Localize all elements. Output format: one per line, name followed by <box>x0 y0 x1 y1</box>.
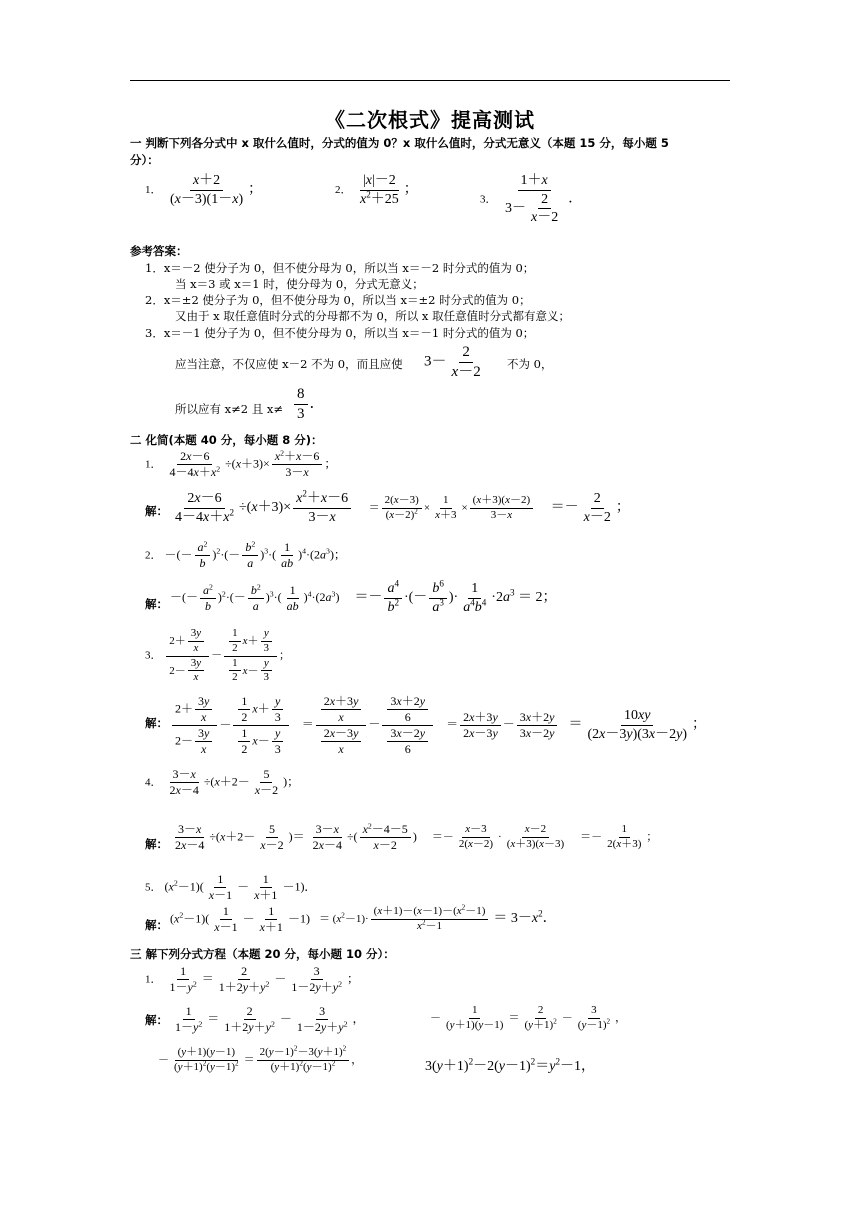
problem-2-5: 5． $(x^2-1)$( $\frac{1}{x-1}$ － $\frac{1}{x+1}$ －1)． <box>145 872 317 902</box>
section-1-heading: 一 判断下列各分式中 x 取什么值时，分式的值为 0？x 取什么值时，分式无意义（本题 15 分，每小题 5 <box>130 136 669 150</box>
answer-1-line-2: 当 x＝3 或 x＝1 时，使分母为 0，分式无意义； <box>175 277 424 291</box>
solution-label-2-4: 解： <box>145 837 168 851</box>
problem-1-1: 1． $\frac{x+2}{(x-3)(1-x)}$ ； <box>145 173 263 207</box>
solution-2-4: $\frac{3-x}{2x-4}$ ÷(x＋2－ $\frac{5}{x-2}$ )＝ $\frac{3-x}{2x-4}$ ÷( $\frac{x^2-4-5}{x-2}$ ) ＝－ $\frac{x-3}{2(x-2)}$ · $\frac{x-2}{(x+3)(x-3)}$ ＝－ $\frac{1}{2(x+3)}$ ； <box>175 821 658 852</box>
solution-label-3-1: 解： <box>145 1013 168 1027</box>
answer-2-line-2: 又由于 x 取任意值时分式的分母都不为 0，所以 x 取任意值时分式都有意义； <box>175 309 571 323</box>
problem-2-3: 3． 2＋ $\frac{3y}{x}$ 2－ $\frac{3y}{x}$ － $\frac{1}{2}$ x＋ $\frac{y}{3}$ $\frac{1}{2}$ x－ $\frac{y}{3}$ ； <box>145 627 291 684</box>
problem-1-3: 3． 1＋x 3－ $\frac{2}{x-2}$ ． <box>480 173 583 225</box>
solution-2-1: $\frac{2x-6}{4-4x+x^2}$ ÷(x＋3)× $\frac{x^2+x-6}{3-x}$ ＝ $\frac{2(x-3)}{(x-2)^2}$ × $\frac{1}{x+3}$ × $\frac{(x+3)(x-2)}{3-x}$ ＝－ $\frac{2}{x-2}$ ； <box>175 488 630 525</box>
section-1-heading-cont: 分）： <box>130 153 159 167</box>
solution-label-2-2: 解： <box>145 597 168 611</box>
answer-3-line-2-post: 不为 0， <box>507 357 553 371</box>
solution-label-2-1: 解： <box>145 504 168 518</box>
problem-2-2: 2． －(－ $\frac{a^2}{b}$ )$^2$·(－ $\frac{b^2}{a}$ )$^3$·( $\frac{1}{ab}$ )$^4\cdot(2a^3)$； <box>145 539 346 570</box>
answers-heading: 参考答案： <box>130 244 188 258</box>
problem-1-2: 2． $\frac{|x|-2}{x^2+25}$ ； <box>335 173 418 207</box>
problem-2-4: 4． $\frac{3-x}{2x-4}$ ÷(x＋2－ $\frac{5}{x-2}$ )； <box>145 767 300 797</box>
answer-3-value: $\frac{8}{3}$ ． <box>292 385 325 424</box>
answer-2-line-1: 2．x＝±2 使分子为 0，但不使分母为 0，所以当 x＝±2 时分式的值为 0； <box>145 293 531 307</box>
solution-label-2-3: 解： <box>145 716 168 730</box>
solution-3-1-step-4: $3(y+1)^2-2(y-1)^2=y^2-1$， <box>425 1056 595 1074</box>
answer-1-line-1: 1．x＝－2 使分子为 0，但不使分母为 0，所以当 x＝－2 时分式的值为 0； <box>145 261 535 275</box>
section-2-heading: 二 化简(本题 40 分，每小题 8 分)： <box>130 433 323 447</box>
solution-2-2: －(－ $\frac{a^2}{b}$ )$^2$·(－ $\frac{b^2}{a}$ )$^3$·( $\frac{1}{ab}$ )$^4\cdot(2a^3)$ ＝－ $\frac{a^4}{b^2}$ ·(－ $\frac{b^6}{a^3}$ )· $\frac{1}{a^4b^4}$ $\cdot 2a^3 = 2$； <box>170 578 557 615</box>
problem-3-1: 1． $\frac{1}{1-y^2}$ ＝ $\frac{2}{1+2y+y^2}$ － $\frac{3}{1-2y+y^2}$ ； <box>145 964 359 994</box>
solution-3-1-step-1: $\frac{1}{1-y^2}$ ＝ $\frac{2}{1+2y+y^2}$ － $\frac{3}{1-2y+y^2}$ ， <box>175 1004 365 1034</box>
solution-2-3: 2＋ $\frac{3y}{x}$ 2－ $\frac{3y}{x}$ － $\frac{1}{2}$ x＋ $\frac{y}{3}$ $\frac{1}{2}$ x－ $\frac{y}{3}$ ＝ $\frac{\frac{2x+3y}{x}}{\frac{2x-3y}{x}}$ － $\frac{\frac{3x+2y}{6}}{\frac{3x-2y}{6}}$ ＝ $\frac{2x+3y}{2x-3y}$ － $\frac{3x+2y}{3x-2y}$ ＝ $\frac{10xy}{(2x-3y)(3x-2y)}$ ； <box>170 694 706 757</box>
solution-3-1-step-2: － $\frac{1}{(y+1)(y-1)}$ ＝ $\frac{2}{(y+1)^2}$ － $\frac{3}{(y-1)^2}$ ， <box>430 1004 627 1031</box>
solution-label-2-5: 解： <box>145 918 168 932</box>
answer-3-line-1: 3．x＝－1 使分子为 0，但不使分母为 0，所以当 x＝－1 时分式的值为 0； <box>145 326 535 340</box>
solution-3-1-step-3: － $\frac{(y+1)(y-1)}{(y+1)^2(y-1)^2}$ ＝ $\frac{2(y-1)^2-3(y+1)^2}{(y+1)^2(y-1)^2}$ ， <box>158 1044 363 1073</box>
section-3-heading: 三 解下列分式方程（本题 20 分，每小题 10 分）： <box>130 947 395 961</box>
solution-2-5: $(x^2-1)$( $\frac{1}{x-1}$ － $\frac{1}{x+1}$ $-1) = (x^2-1)\cdot$ $\frac{(x+1)-(x-1)-(x^2-1)}{x^2-1}$ ＝ $3-x^2$． <box>170 904 557 934</box>
problem-2-1: 1． $\frac{2x-6}{4-4x+x^2}$ ÷(x＋3)× $\frac{x^2+x-6}{3-x}$ ； <box>145 448 337 479</box>
header-rule <box>130 80 730 81</box>
page-title: 《二次根式》提高测试 <box>325 108 535 132</box>
answer-3-line-2-pre: 应当注意，不仅应使 x－2 不为 0，而且应使 <box>175 357 403 371</box>
answer-3-expression: 3－ $\frac{2}{x-2}$ <box>424 344 481 380</box>
answer-3-line-3: 所以应有 x≠2 且 x≠ <box>175 402 284 416</box>
